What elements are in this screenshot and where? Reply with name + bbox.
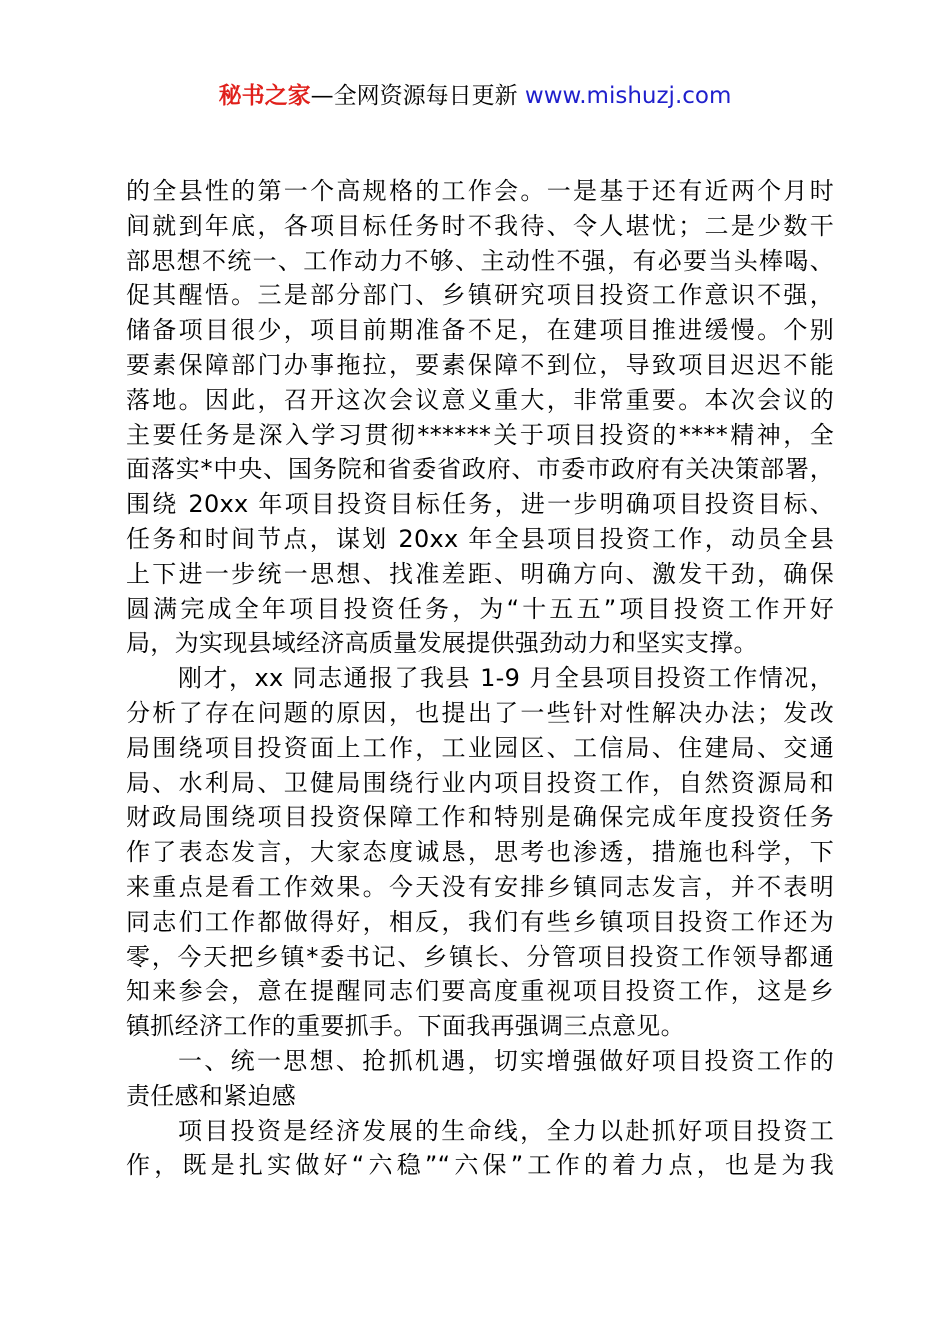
text-line: 零，今天把乡镇*委书记、乡镇长、分管项目投资工作领导都通 <box>126 942 834 971</box>
paragraph-1 <box>126 174 834 661</box>
paragraph-3 <box>126 1114 834 1184</box>
brand-name: 秘书之家 <box>218 83 311 109</box>
text-line: 同志们工作都做得好，相反，我们有些乡镇项目投资工作还为 <box>126 907 834 936</box>
section-heading-1 <box>126 1044 834 1114</box>
text-line: 来重点是看工作效果。今天没有安排乡镇同志发言，并不表明 <box>126 872 834 901</box>
text-line: 局，为实现县域经济高质量发展提供强劲动力和坚实支撑。 <box>126 629 758 658</box>
text-line: 作，既是扎实做好“六稳”“六保”工作的着力点，也是为我 <box>126 1151 834 1180</box>
text-line: 局、水利局、卫健局围绕行业内项目投资工作，自然资源局和 <box>126 768 834 797</box>
text-line: 围绕 20xx 年项目投资目标任务，进一步明确项目投资目标、 <box>126 490 834 519</box>
text-line: 镇抓经济工作的重要抓手。下面我再强调三点意见。 <box>126 1012 685 1041</box>
text-line: 储备项目很少，项目前期准备不足，在建项目推进缓慢。个别 <box>126 316 834 345</box>
text-line: 项目投资是经济发展的生命线，全力以赴抓好项目投资工 <box>178 1116 834 1145</box>
text-line: 间就到年底，各项目标任务时不我待、令人堪忧；二是少数干 <box>126 211 834 240</box>
text-line: 要素保障部门办事拖拉，要素保障不到位，导致项目迟迟不能 <box>126 350 834 379</box>
text-line: 主要任务是深入学习贯彻******关于项目投资的****精神，全 <box>126 420 834 449</box>
header-tagline: —全网资源每日更新 <box>310 83 525 109</box>
text-line: 局围绕项目投资面上工作，工业园区、工信局、住建局、交通 <box>126 733 834 762</box>
text-line: 作了表态发言，大家态度诚恳，思考也渗透，措施也科学，下 <box>126 838 834 867</box>
paragraph-2 <box>126 661 834 1044</box>
text-line: 财政局围绕项目投资保障工作和特别是确保完成年度投资任务 <box>126 803 834 832</box>
text-line: 圆满完成全年项目投资任务，为“十五五”项目投资工作开好 <box>126 594 834 623</box>
text-line: 上下进一步统一思想、找准差距、明确方向、激发干劲，确保 <box>126 559 834 588</box>
text-line: 刚才，xx 同志通报了我县 1-9 月全县项目投资工作情况， <box>178 664 834 693</box>
text-line: 分析了存在问题的原因，也提出了一些针对性解决办法；发改 <box>126 698 834 727</box>
document-body <box>126 174 834 1183</box>
text-line: 知来参会，意在提醒同志们要高度重视项目投资工作，这是乡 <box>126 977 834 1006</box>
text-line: 的全县性的第一个高规格的工作会。一是基于还有近两个月时 <box>126 177 834 205</box>
header-url-link[interactable]: www.mishuzj.com <box>524 83 732 109</box>
page-header <box>0 80 950 112</box>
text-line: 一、统一思想、抢抓机遇，切实增强做好项目投资工作的 <box>178 1046 834 1075</box>
text-line: 落地。因此，召开这次会议意义重大，非常重要。本次会议的 <box>126 385 834 414</box>
text-line: 部思想不统一、工作动力不够、主动性不强，有必要当头棒喝、 <box>126 246 834 275</box>
text-line: 促其醒悟。三是部分部门、乡镇研究项目投资工作意识不强， <box>126 281 834 310</box>
text-line: 任务和时间节点，谋划 20xx 年全县项目投资工作，动员全县 <box>126 524 834 553</box>
text-line: 面落实*中央、国务院和省委省政府、市委市政府有关决策部署， <box>126 455 834 484</box>
text-line: 责任感和紧迫感 <box>126 1081 297 1110</box>
